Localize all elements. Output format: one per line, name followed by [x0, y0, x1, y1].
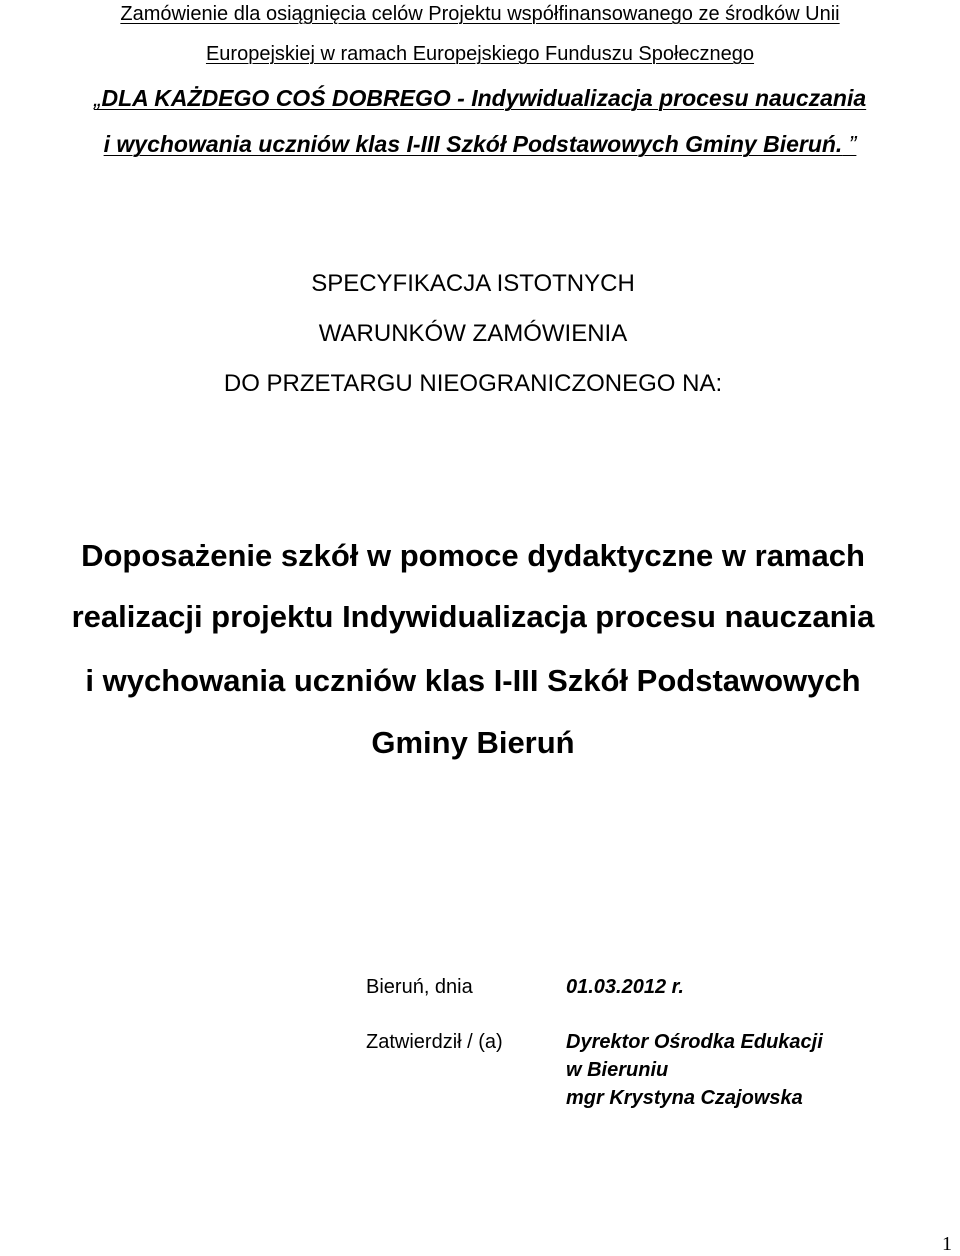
close-quote: ” — [842, 131, 857, 157]
header-line-2 — [0, 42, 960, 66]
spec-line-2: WARUNKÓW ZAMÓWIENIA — [318, 320, 628, 347]
approver-institution: w Bieruniu — [566, 1059, 669, 1081]
approver-name: mgr Krystyna Czajowska — [566, 1087, 803, 1109]
open-quote: „ — [93, 85, 102, 111]
project-title-part-2: i wychowania uczniów klas I-III Szkół Podstawowych Gminy Bieruń. — [103, 131, 843, 157]
spec-line-1: SPECYFIKACJA ISTOTNYCH — [311, 270, 635, 297]
approver-title: Dyrektor Ośrodka Edukacji — [566, 1031, 823, 1053]
spec-line-3: DO PRZETARGU NIEOGRANICZONEGO NA: — [223, 370, 723, 397]
funding-text-line-1: Zamówienie dla osiągnięcia celów Projektu współfinansowanego ze środków Unii — [120, 3, 840, 25]
page-number: 1 — [942, 1233, 952, 1255]
subject-line-3: i wychowania uczniów klas I-III Szkół Podstawowych — [85, 663, 861, 698]
place-date-label: Bieruń, dnia — [366, 976, 473, 998]
project-title-part-1: DLA KAŻDEGO COŚ DOBREGO - Indywidualizacja procesu nauczania — [101, 85, 867, 111]
funding-text-line-2: Europejskiej w ramach Europejskiego Funduszu Społecznego — [205, 43, 755, 65]
project-title-text-1 — [94, 85, 866, 111]
project-title-text-2 — [104, 131, 857, 157]
project-title-line-1 — [0, 84, 960, 112]
project-title-line-2 — [0, 130, 960, 158]
subject-line-2: realizacji projektu Indywidualizacja procesu nauczania — [71, 599, 875, 634]
document-date: 01.03.2012 r. — [566, 976, 684, 998]
subject-line-1: Doposażenie szkół w pomoce dydaktyczne w ramach — [81, 538, 865, 573]
header-line-1 — [0, 2, 960, 26]
subject-line-4: Gminy Bieruń — [371, 725, 575, 760]
approved-by-label: Zatwierdził / (a) — [366, 1031, 503, 1053]
